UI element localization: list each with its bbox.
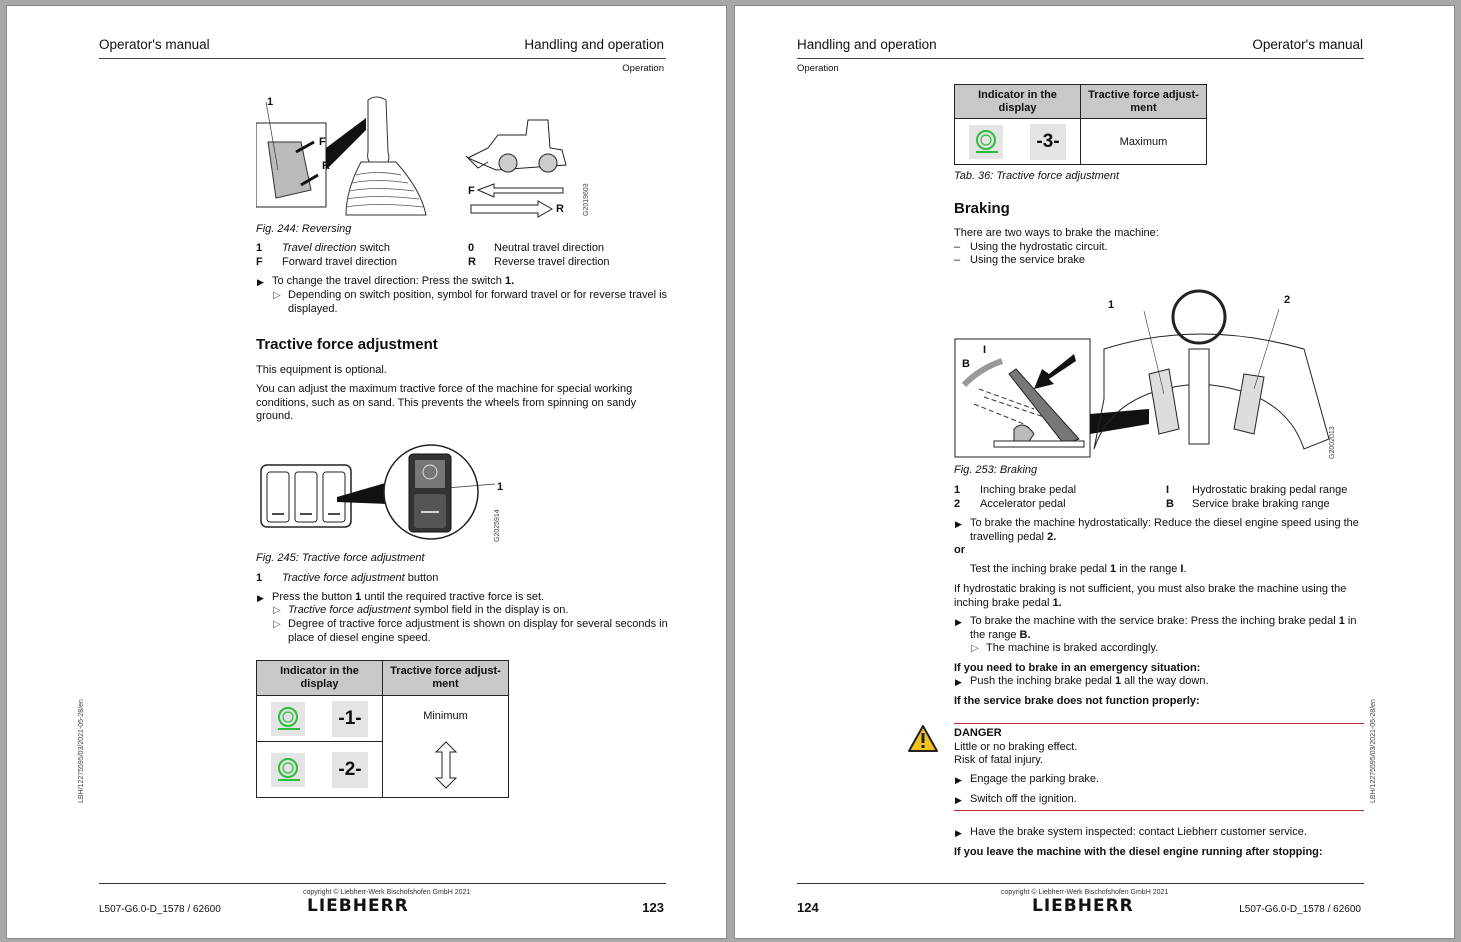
step-ref: 1: [355, 591, 362, 603]
instruction-step: [970, 615, 1370, 642]
step-result: ▷ Degree of tractive force adjustment is shown on display for several seconds in place of diesel engine speed.: [288, 618, 668, 645]
callout-1: 1: [1108, 299, 1115, 311]
legend-text: Accelerator pedal: [980, 497, 1066, 510]
step-text: To change the travel direction: Press the switch: [272, 275, 505, 287]
footer-rule: [797, 883, 1364, 884]
step-text: .: [1183, 563, 1187, 575]
step-ref: I: [1180, 563, 1184, 575]
tire-icon: [271, 702, 305, 736]
legend-text-italic: Tractive force adjustment: [282, 572, 405, 584]
liebherr-logo: LIEBHERR: [1032, 896, 1134, 916]
danger-action: ▶ Switch off the ignition.: [970, 793, 1077, 807]
legend-244: [256, 242, 676, 269]
double-arrow-vertical-icon: [434, 740, 458, 790]
step-text: in the range: [1116, 563, 1181, 575]
table-header: Tractive force adjust-ment: [383, 661, 509, 696]
document-id: L507-G6.0-D_1578 / 62600: [1239, 904, 1361, 915]
step-text: Test the inching brake pedal: [970, 563, 1111, 575]
step-ref: 1: [1338, 615, 1345, 627]
header-chapter-title: Handling and operation: [797, 37, 937, 52]
page-number: 123: [642, 900, 664, 915]
page-124: [734, 5, 1455, 939]
step-ref: B.: [1019, 628, 1031, 641]
image-code: G2019603: [583, 183, 590, 216]
header-rule: [797, 58, 1364, 59]
malfunction-heading: If the service brake does not function properly:: [954, 695, 1200, 707]
step-result: [288, 604, 668, 618]
legend-text-italic: Travel direction: [282, 242, 357, 254]
step-text: To brake the machine hydrostatically: Reduce the diesel engine speed using the travelling pedal: [970, 517, 1359, 543]
copyright: copyright © Liebherr-Werk Bischofshofen GmbH 2021: [303, 889, 471, 896]
warning-triangle-icon: [907, 724, 939, 754]
callout-2: 2: [1284, 294, 1291, 306]
danger-top-rule: [954, 723, 1364, 724]
legend-text: switch: [356, 242, 391, 254]
table-header: Tractive force adjust-ment: [1081, 85, 1207, 119]
page-number: 124: [797, 900, 819, 915]
figure-caption-253: Fig. 253: Braking: [954, 464, 1038, 476]
danger-action: ▶ Engage the parking brake.: [970, 773, 1099, 787]
callout-1: 1: [497, 481, 504, 493]
braking-illustration: [954, 289, 1354, 464]
tractive-value: Minimum: [423, 710, 468, 722]
braking-intro: There are two ways to brake the machine:: [954, 227, 1159, 239]
alternative-step: [970, 563, 1187, 577]
tractive-force-table: [954, 84, 1207, 165]
arrow-label-R: R: [556, 203, 564, 215]
header-chapter-title: Handling and operation: [524, 37, 664, 52]
danger-title: DANGER: [954, 727, 1002, 739]
header-manual-title: Operator's manual: [99, 37, 210, 52]
image-code: G2002013: [1329, 426, 1336, 459]
legend-key: 1: [256, 572, 263, 584]
step-result: ▷ Depending on switch position, symbol for forward travel or for reverse travel is displayed.: [288, 289, 668, 316]
section-title-braking: Braking: [954, 200, 1010, 217]
copyright: copyright © Liebherr-Werk Bischofshofen GmbH 2021: [1001, 889, 1169, 896]
legend-245: [256, 572, 439, 586]
switch-panel-illustration: [259, 442, 509, 542]
legend-key: B: [1166, 497, 1174, 510]
result-italic: Tractive force adjustment: [288, 604, 411, 616]
danger-line: Little or no braking effect.: [954, 741, 1078, 753]
legend-text: Hydrostatic braking pedal range: [1192, 484, 1348, 496]
figure-caption-244: Fig. 244: Reversing: [256, 223, 352, 235]
legend-key: 2: [954, 497, 961, 510]
table-header: Indicator in the display: [955, 85, 1081, 119]
danger-bottom-rule: [954, 810, 1364, 811]
legend-key: R: [468, 255, 476, 268]
or-connector: or: [954, 544, 965, 556]
insufficient-note: [954, 583, 1369, 610]
table-caption: Tab. 36: Tractive force adjustment: [954, 170, 1120, 182]
step-ref: 1: [1110, 563, 1117, 575]
step-text: until the required tractive force is set.: [361, 591, 545, 603]
step-ref: 1.: [504, 275, 515, 287]
arrow-label-F: F: [468, 185, 475, 197]
legend-key: 1: [954, 484, 961, 496]
side-doc-code: LBH/12275595/03/2021-05-28/en: [78, 699, 85, 803]
tractive-value: Maximum: [1081, 119, 1207, 165]
step-text: all the way down.: [1121, 675, 1209, 687]
legend-text: Inching brake pedal: [980, 484, 1077, 496]
header-section: Operation: [622, 63, 664, 74]
liebherr-logo: LIEBHERR: [307, 896, 409, 916]
document-id: L507-G6.0-D_1578 / 62600: [99, 904, 221, 915]
indicator-value: -3-: [1030, 124, 1066, 160]
legend-text: Service brake braking range: [1192, 497, 1330, 510]
step-ref: 2.: [1047, 530, 1057, 543]
instruction-step: [272, 591, 672, 605]
image-code: G2025914: [494, 509, 501, 542]
emergency-heading: If you need to brake in an emergency situation:: [954, 662, 1201, 674]
tractive-force-table: [256, 660, 509, 798]
legend-key: 1: [256, 242, 263, 254]
step-text: Press the button: [272, 591, 356, 603]
tire-icon: [271, 753, 305, 787]
legend-253: [954, 484, 1374, 511]
way-text: Using the service brake: [970, 254, 1085, 266]
step-result: ▷ The machine is braked accordingly.: [986, 642, 1366, 656]
step-text: in the range: [970, 615, 1357, 641]
reversing-illustration: [256, 90, 596, 220]
legend-text: Neutral travel direction: [494, 242, 605, 254]
table-row: [257, 696, 509, 742]
tire-icon: [969, 125, 1003, 159]
legend-key: F: [256, 255, 263, 268]
table-header: Indicator in the display: [257, 661, 383, 696]
way-text: Using the hydrostatic circuit.: [970, 241, 1108, 253]
table-row: [955, 119, 1207, 165]
figure-caption-245: Fig. 245: Tractive force adjustment: [256, 552, 425, 564]
instruction-step: ▶ Have the brake system inspected: contact Liebherr customer service.: [970, 826, 1370, 840]
label-R: R: [322, 160, 330, 172]
header-rule: [99, 58, 666, 59]
page-123: [6, 5, 727, 939]
legend-text: Forward travel direction: [282, 255, 397, 268]
figure-reversing: [256, 90, 596, 220]
optional-note: This equipment is optional.: [256, 364, 387, 376]
header-manual-title: Operator's manual: [1252, 37, 1363, 52]
header-section: Operation: [797, 63, 839, 74]
indicator-value: -1-: [332, 701, 368, 737]
legend-key: 0: [468, 242, 475, 254]
note-ref: 1.: [1052, 596, 1062, 609]
indicator-value: -2-: [332, 752, 368, 788]
legend-text: button: [404, 572, 439, 584]
leave-heading: If you leave the machine with the diesel engine running after stopping:: [954, 846, 1323, 858]
side-doc-code: LBH/12275595/03/2021-05-28/en: [1370, 699, 1377, 803]
braking-way: – Using the service brake: [954, 254, 1085, 266]
result-text: symbol field in the display is on.: [410, 604, 569, 616]
section-title-tractive: Tractive force adjustment: [256, 336, 438, 353]
step-text: To brake the machine with the service brake: Press the inching brake pedal: [970, 615, 1339, 627]
legend-key: I: [1166, 484, 1170, 496]
figure-tractive-switch: [259, 442, 509, 542]
instruction-step: [970, 675, 1370, 689]
figure-braking: [954, 289, 1354, 464]
footer-rule: [99, 883, 666, 884]
label-I: I: [983, 344, 987, 356]
label-F: F: [319, 136, 326, 148]
label-B: B: [962, 358, 970, 370]
instruction-step: [272, 275, 672, 289]
step-text: Push the inching brake pedal: [970, 675, 1115, 687]
step-ref: 1: [1114, 675, 1122, 687]
instruction-step: [970, 517, 1370, 544]
danger-line: Risk of fatal injury.: [954, 754, 1044, 766]
braking-way: – Using the hydrostatic circuit.: [954, 241, 1108, 253]
intro-paragraph: You can adjust the maximum tractive force of the machine for special working conditions, such as on sand. This prevents the wheels from spinning on sandy ground.: [256, 383, 637, 422]
legend-text: Reverse travel direction: [494, 255, 610, 268]
callout-1: 1: [267, 96, 274, 108]
note-text: If hydrostatic braking is not sufficient, you must also brake the machine using the inching brake pedal: [954, 583, 1347, 609]
